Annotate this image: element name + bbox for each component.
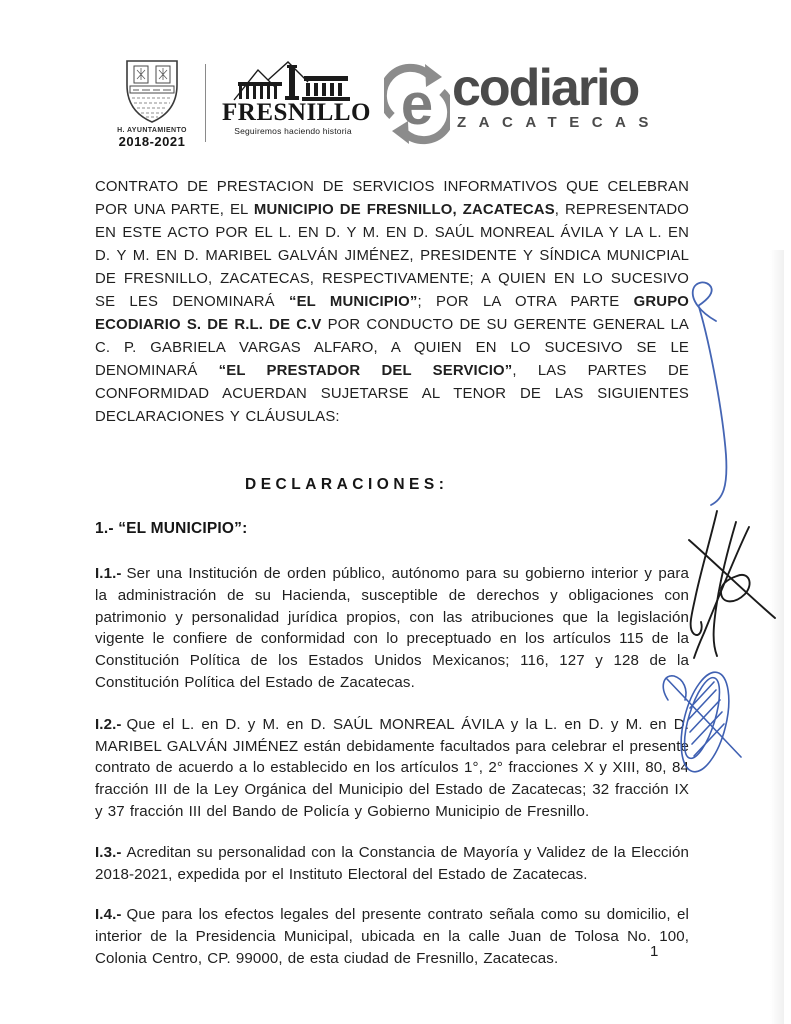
scan-edge-shadow [770,250,784,1024]
svg-text:e: e [400,72,434,137]
clause-i3 [95,842,689,886]
black-ink-signature [689,511,775,658]
ecodiario-subtitle: ZACATECAS [457,114,661,131]
clause-i1-text: Ser una Institución de orden público, autónomo para su gobierno interior y para la administración de su Hacienda, susceptible de derechos y obligaciones con patrimonio y personalidad jurídica propios, con las atribuciones que la legislación vigente le confiere de conformidad con lo preceptuado en los artículos 115 de la Constitución Política de los Estados Unidos Mexicanos; 116, 127 y 128 de la Constitución Política del Estado de Zacatecas. [95,565,689,691]
ecodiario-wordmark: codiario [452,59,639,117]
page-number: 1 [650,943,659,960]
fresnillo-skyline-icon [232,60,354,102]
header-divider [205,64,206,142]
clause-i4-number: I.4.- [95,906,122,924]
clause-i4 [95,904,689,969]
seal-years: 2018-2021 [118,134,186,149]
clause-i2-number: I.2.- [95,715,122,733]
declarations-heading: DECLARACIONES: [245,476,449,493]
municipal-coat-of-arms-icon [123,58,181,126]
section-1-heading: 1.- “EL MUNICIPIO”: [95,520,248,537]
clause-i1-number: I.1.- [95,565,122,582]
contract-intro-paragraph: CONTRATO DE PRESTACION DE SERVICIOS INFORMATIVOS QUE CELEBRAN POR UNA PARTE, EL MUNICIPIO DE FRESNILLO, ZACATECAS, REPRESENTADO EN ESTE ACTO POR EL L. EN D. Y M. EN D. SAÚL MONREAL ÁVILA Y LA L. EN D. Y M. EN D. MARIBEL GALVÁN JIMÉNEZ, PRESIDENTE Y SÍNDICA MUNICPIAL DE FRESNILLO, ZACATECAS, RESPECTIVAMENTE; A QUIEN EN LO SUCESIVO SE LES DENOMINARÁ “EL MUNICIPIO”; POR LA OTRA PARTE GRUPO ECODIARIO S. DE R.L. DE C.V POR CONDUCTO DE SU GERENTE GENERAL LA C. P. GABRIELA VARGAS ALFARO, A QUIEN EN LO SUCESIVO SE LE DENOMINARÁ “EL PRESTADOR DEL SERVICIO”, LAS PARTES DE CONFORMIDAD ACUERDAN SUJETARSE AL TENOR DE LAS SIGUIENTES DECLARACIONES Y CLÁUSULAS: [95,179,690,425]
fresnillo-wordmark: FRESNILLO [222,99,371,126]
blue-pen-stroke [693,282,727,505]
clause-i2 [95,714,689,823]
document-header [0,52,791,172]
fresnillo-logo [222,60,371,136]
clause-i2-text: Que el L. en D. y M. en D. SAÚL MONREAL ÁVILA y la L. en D. y M. en D. MARIBEL GALVÁN JIMÉNEZ están debidamente facultados para celebrar el presente contrato de acuerdo a lo establecido en los artículos 1°, 2° fracciones X y XIII, 80, 84 fracción III de la Ley Orgánica del Municipio del Estado de Zacatecas; 32 fracción IX y 37 fracción III del Bando de Policía y Gobierno Municipio de Fresnillo. [95,715,689,820]
fresnillo-tagline: Seguiremos haciendo historia [234,126,352,136]
municipal-seal [106,58,198,149]
clause-i1 [95,563,689,694]
ecodiario-e-icon [384,60,450,148]
ecodiario-logo [384,60,661,148]
clause-i3-number: I.3.- [95,843,122,861]
clause-i4-text: Que para los efectos legales del presente contrato señala como su domicilio, el interior de la Presidencia Municipal, ubicada en la calle Juan de Tolosa No. 100, Colonia Centro, CP. 99000, de esta ciudad de Fresnillo, Zacatecas. [95,906,689,967]
clause-i3-text: Acreditan su personalidad con la Constancia de Mayoría y Validez de la Elección 2018-2021, expedida por el Instituto Electoral del Estado de Zacatecas. [95,843,689,883]
contract-body [95,176,689,970]
seal-caption: H. AYUNTAMIENTO [117,127,187,134]
